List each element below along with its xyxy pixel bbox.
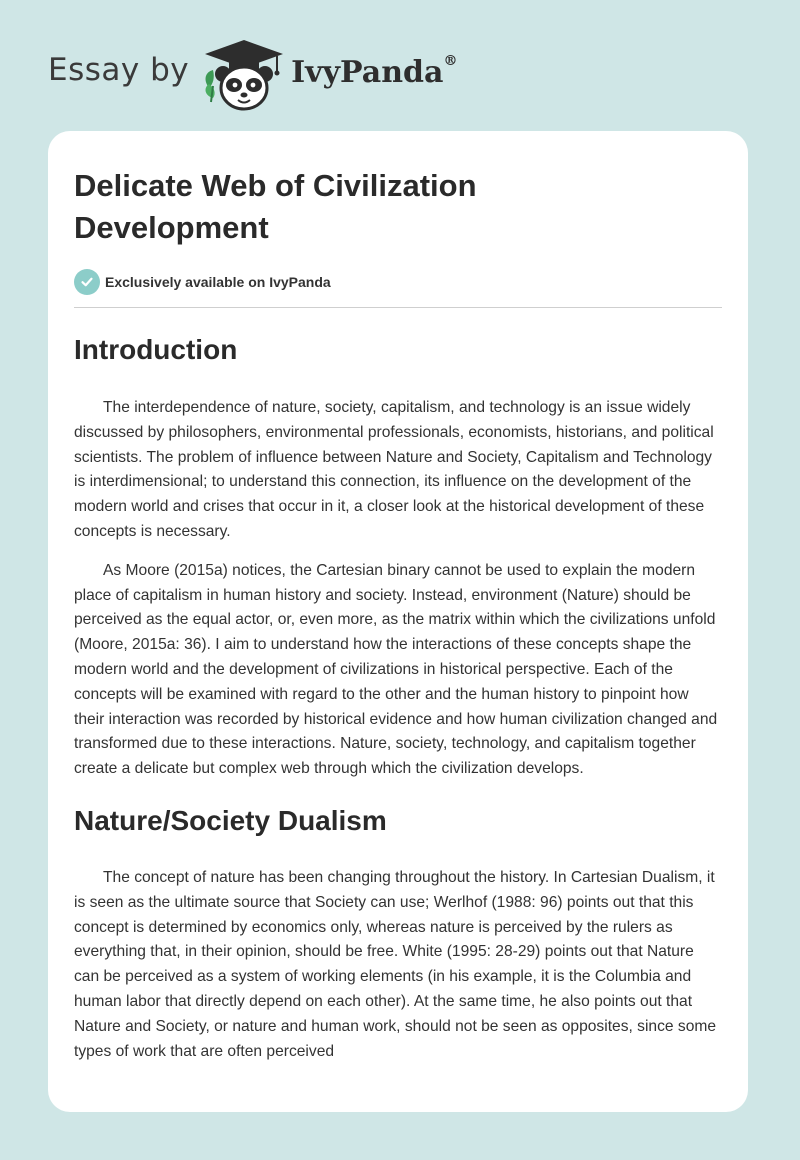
divider xyxy=(74,307,722,308)
essay-card xyxy=(48,131,748,1112)
essay-by-label: Essay by xyxy=(48,52,190,88)
site-header xyxy=(48,36,457,112)
paragraph: As Moore (2015a) notices, the Cartesian binary cannot be used to explain the modern place of capitalism in human history and society. Instead, environment (Nature) should be perceived as the equal actor, or, even more, as the matrix within which the civilizations unfold (Moore, 2015a: 36). I aim to understand how the interactions of these concepts shape the modern world and the development of civilizations in historical perspective. Each of the concepts will be examined with regard to the other and the human history to pinpoint how their interaction was recorded by historical evidence and how human civilization changed and transformed due to these interactions. Nature, society, technology, and capitalism together create a delicate but complex web through which the civilization develops. xyxy=(74,561,718,778)
section-heading-nature-society-dualism: Nature/Society Dualism xyxy=(74,804,387,836)
paragraph: The concept of nature has been changing throughout the history. In Cartesian Dualism, it is seen as the ultimate source that Society can use; Werlhof (1988: 96) points out that this concept is determined by economics only, whereas nature is perceived by the rulers as everything that, in their opinion, should be free. White (1995: 28-29) points out that Nature can be perceived as a system of working elements (in his example, it is the Columbia and human labor that directly depend on each other). At the same time, he also points out that Nature and Society, or nature and human work, should not be seen as opposites, since some types of work that are often perceived xyxy=(74,868,717,1060)
registered-mark: ® xyxy=(443,52,458,69)
check-circle-icon xyxy=(74,269,100,295)
brand-name[interactable]: IvyPanda® xyxy=(291,52,458,90)
panda-graduation-cap-icon xyxy=(199,36,289,112)
exclusive-label: Exclusively available on IvyPanda xyxy=(105,274,331,290)
section-heading-introduction: Introduction xyxy=(74,334,238,365)
page-title: Delicate Web of Civilization Development xyxy=(74,168,477,245)
exclusive-badge xyxy=(74,269,722,295)
paragraph: The interdependence of nature, society, capitalism, and technology is an issue widely discussed by philosophers, environmental professionals, economists, historians, and political scientists. The problem of influence between Nature and Society, Capitalism and Technology is interdimensional; to understand this connection, its influence on the development of the modern world and crises that occur in it, a closer look at the historical development of these concepts is necessary. xyxy=(74,399,714,540)
